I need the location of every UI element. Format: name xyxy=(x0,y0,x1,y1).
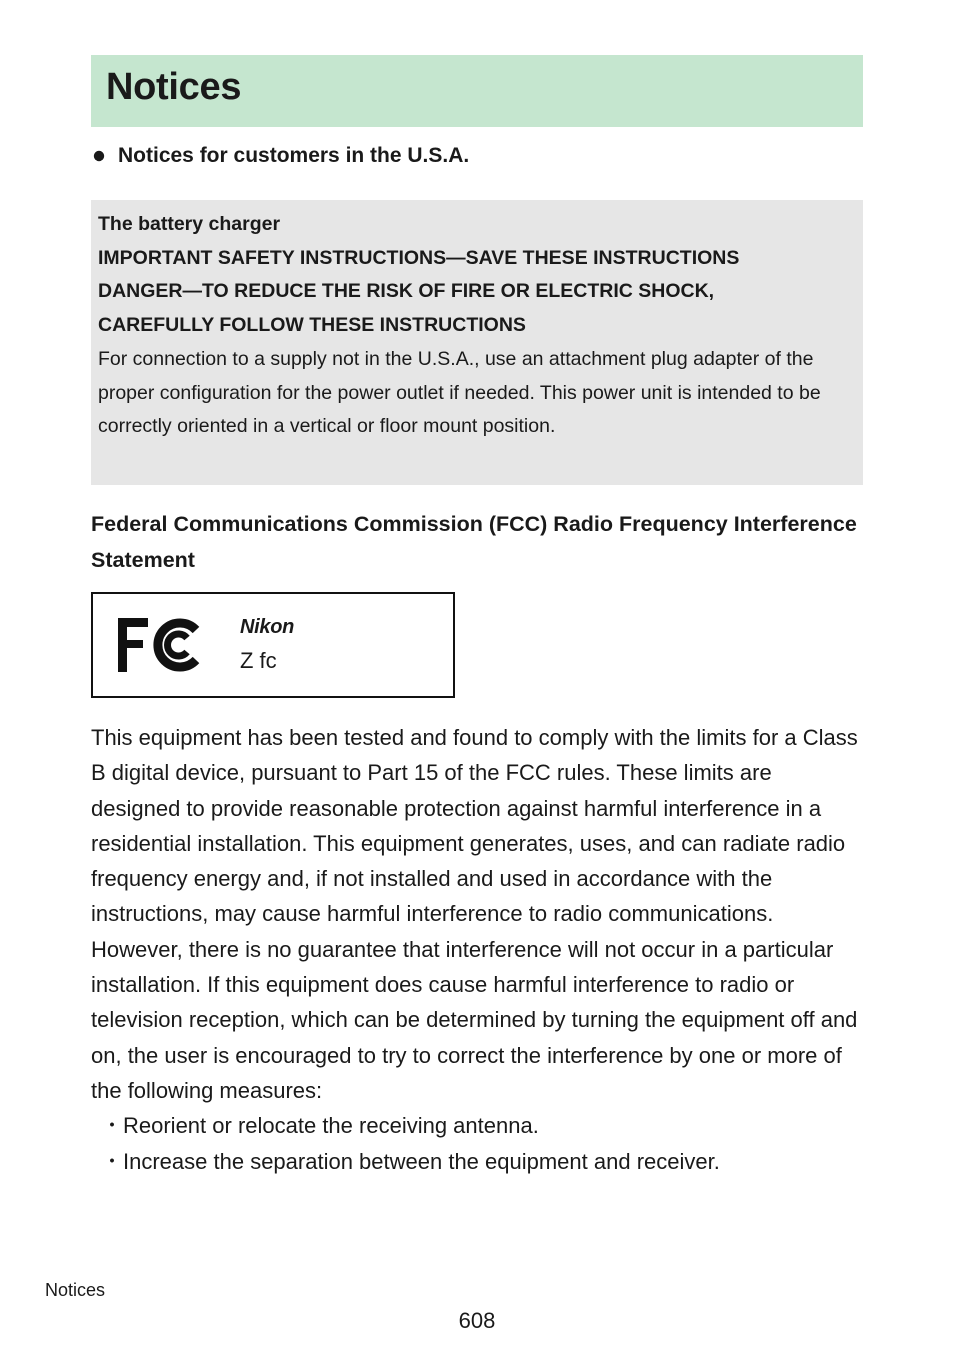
battery-charger-notice xyxy=(91,200,863,485)
measure-text: Reorient or relocate the receiving antenna. xyxy=(123,1113,539,1139)
bullet-dot-icon: ・ xyxy=(101,1148,124,1174)
page-title: Notices xyxy=(106,66,242,108)
bullet-icon xyxy=(93,144,105,168)
safety-line-3: CAREFULLY FOLLOW THESE INSTRUCTIONS xyxy=(98,314,526,337)
list-item xyxy=(91,1108,863,1143)
footer-section-label: Notices xyxy=(45,1280,106,1300)
page-title-bar xyxy=(91,55,863,127)
fcc-statement-section xyxy=(91,720,863,1179)
fcc-label-box xyxy=(91,592,455,698)
battery-box-title: The battery charger xyxy=(98,213,281,235)
measure-text: Increase the separation between the equipment and receiver. xyxy=(123,1148,720,1174)
fcc-logo-icon xyxy=(118,616,200,674)
page-number: 608 xyxy=(458,1308,496,1333)
measures-list xyxy=(91,1108,863,1179)
brand-name: Nikon xyxy=(240,616,295,638)
safety-line-2: DANGER—TO REDUCE THE RISK OF FIRE OR ELECTRIC SHOCK, xyxy=(98,280,715,303)
subheading-text: Notices for customers in the U.S.A. xyxy=(118,144,470,167)
fcc-heading: Federal Communications Commission (FCC) Radio Frequency Interference Statement xyxy=(91,512,857,572)
battery-box-body: For connection to a supply not in the U.S.A., use an attachment plug adapter of the proper configuration for the power outlet if needed. This power unit is intended to be correctly oriented in a vertical or floor mount position. xyxy=(98,347,821,438)
bullet-dot-icon: ・ xyxy=(101,1113,124,1139)
section-subheading xyxy=(91,144,469,168)
list-item xyxy=(91,1144,863,1179)
fcc-statement: This equipment has been tested and found to comply with the limits for a Class B digital device, pursuant to Part 15 of the FCC rules. These limits are designed to provide reasonable protection against harmful interference in a residential installation. This equipment generates, uses, and can radiate radio frequency energy and, if not installed and used in accordance with the instructions, may cause harmful interference to radio communications. However, there is no guarantee that interference will not occur in a particular installation. If this equipment does cause harmful interference to radio or television reception, which can be determined by turning the equipment off and on, the user is encouraged to try to correct the interference by one or more of the following measures: xyxy=(91,725,858,1103)
model-name: Z fc xyxy=(240,648,277,673)
safety-line-1: IMPORTANT SAFETY INSTRUCTIONS—SAVE THESE INSTRUCTIONS xyxy=(98,246,740,269)
